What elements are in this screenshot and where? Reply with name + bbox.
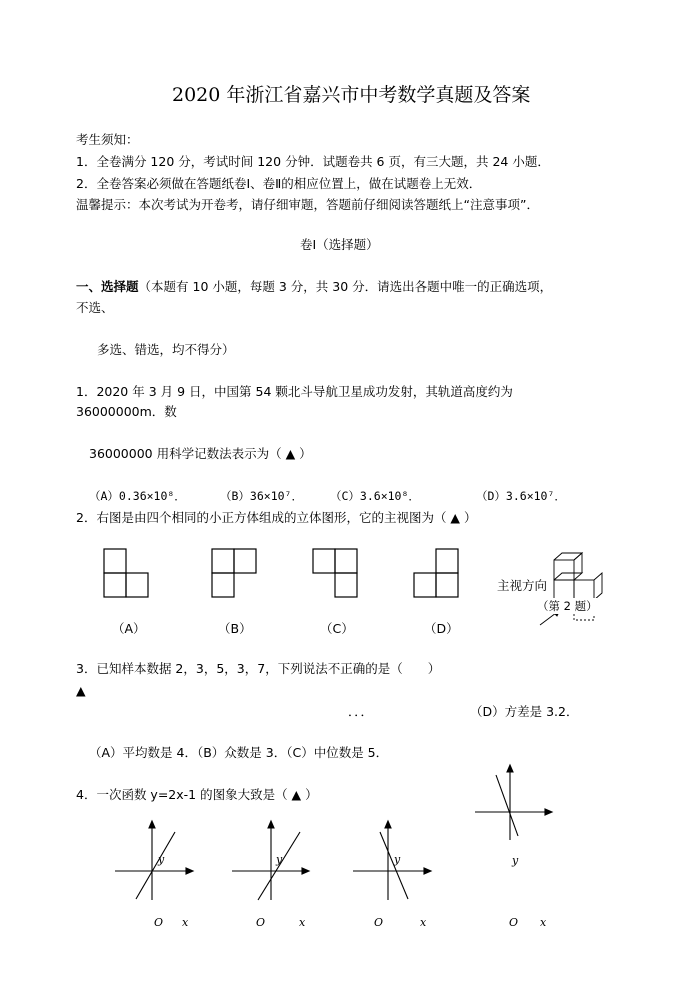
q4-d-y-label: y (512, 854, 519, 867)
q1-option-a: （A）0.36×10⁸． (89, 489, 186, 503)
q4-c-x-label: x (420, 916, 427, 929)
q3-options-abc: （A）平均数是 4．（B）众数是 3．（C）中位数是 5． (89, 745, 389, 760)
notice-line-1: 1．全卷满分 120 分，考试时间 120 分钟．试题卷共 6 页，有三大题，共 24 小题． (76, 154, 550, 169)
q4-b-x-label: x (299, 916, 306, 929)
notice-line-2: 2．全卷答案必须做在答题纸卷Ⅰ、卷Ⅱ的相应位置上，做在试题卷上无效． (76, 176, 482, 191)
notice-line-3: 温馨提示：本次考试为开卷考，请仔细审题，答题前仔细阅读答题纸上“注意事项”． (76, 197, 539, 212)
q2-label-b: （B） (218, 621, 252, 636)
q2-label-a: （A） (112, 621, 146, 636)
q4-c-origin-label: O (374, 916, 384, 929)
q4-b-origin-label: O (256, 916, 266, 929)
q2-label-d: （D） (424, 621, 459, 636)
q2-label-c: （C） (320, 621, 354, 636)
q1-stem-b: 36000000m．数 (76, 404, 177, 419)
q4-graph-a (115, 821, 193, 900)
q1-option-d: （D）3.6×10⁷． (476, 489, 566, 503)
q3-stem: 3．已知样本数据 2，3，5，3，7，下列说法不正确的是（ ） (76, 661, 441, 676)
section-heading-cont: 不选、 (76, 300, 114, 315)
q4-c-y-label: y (394, 853, 401, 866)
section-heading-line3: 多选、错选，均不得分） (97, 342, 235, 357)
q4-a-origin-label: O (154, 916, 164, 929)
q3-marker: ▲ (76, 683, 86, 698)
q1-option-c: （C）3.6×10⁸． (330, 489, 420, 503)
q4-graph-b (232, 821, 309, 900)
q4-stem: 4．一次函数 y=2x-1 的图象大致是（ ▲ ） (76, 787, 318, 802)
section-heading-rest: （本题有 10 小题，每题 3 分，共 30 分．请选出各题中唯一的正确选项， (138, 279, 553, 294)
q2-stem: 2．右图是由四个相同的小正方体组成的立体图形，它的主视图为（ ▲ ） (76, 510, 477, 525)
q3-emphasis-dots: ．．． (348, 704, 374, 719)
q4-a-y-label: y (158, 853, 165, 866)
q4-a-x-label: x (182, 916, 189, 929)
q4-b-y-label: y (276, 853, 283, 866)
q2-view-direction-label: 主视方向 (497, 578, 548, 593)
volume-title: 卷Ⅰ（选择题） (300, 237, 379, 252)
q1-stem-a: 1．2020 年 3 月 9 日，中国第 54 颗北斗导航卫星成功发射，其轨道高度约为 (76, 384, 513, 399)
page-title: 2020 年浙江省嘉兴市中考数学真题及答案 (172, 84, 531, 106)
q2-figure-caption: （第 2 题） (537, 599, 598, 613)
q1-option-b: （B）36×10⁷． (220, 489, 303, 503)
q1-stem-c: 36000000 用科学记数法表示为（ ▲ ） (89, 446, 312, 461)
notice-heading: 考生须知： (76, 132, 139, 147)
q4-graph-d (475, 765, 552, 840)
section-heading-bold: 一、选择题 (76, 279, 139, 294)
q4-graph-c (353, 821, 431, 900)
q4-d-origin-label: O (509, 916, 519, 929)
q3-option-d: （D）方差是 3.2． (470, 704, 579, 719)
q4-d-x-label: x (540, 916, 547, 929)
